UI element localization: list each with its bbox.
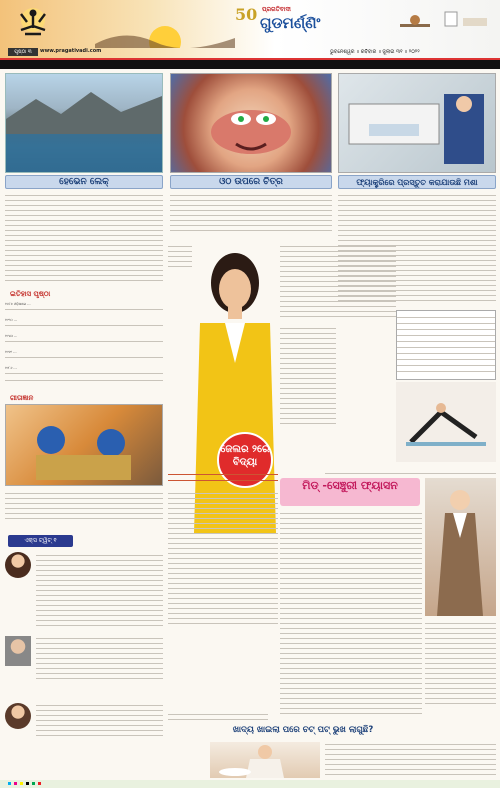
picture-text-block [170,192,332,236]
page-number: ପୃଷ୍ଠା ୩ [8,48,38,56]
swatch [26,782,29,785]
hunger-intro [168,712,268,722]
history-item: ୧୯୭୨ ... [5,350,17,354]
history-item: ୧୯୮୬ ... [5,366,17,370]
yoga-silhouette [3,2,63,48]
top-divider [0,60,500,69]
yoga-text-bottom [325,470,496,478]
swatch [38,782,41,785]
quote-text [5,490,163,530]
avatar [5,552,31,578]
history-item: ୧୬୮୭ ଓଡ଼ିଶାରେ ... [5,302,31,306]
sunrise-art [95,8,235,48]
masthead [0,0,500,60]
mosquito-lab-photo [338,73,496,173]
vidya-text-left [168,243,192,343]
picture-title: ଓଠ ଉପରେ ଚିତ୍ର [170,175,332,189]
coffee-table-art [395,4,495,44]
swatch [8,782,11,785]
lip-art-photo [170,73,332,173]
avatar [5,703,31,729]
history-heading: ଇତିହାସ ପୃଷ୍ଠା [10,290,51,298]
lake-title: ହେଭେନ ଲେକ୍ [5,175,163,189]
fashion-title: ମିଡ୍ -ସେଞ୍ଚୁରୀ ଫ୍ୟାସନ [280,478,420,506]
lake-photo [5,73,163,173]
vidya-text-top [280,243,396,323]
history-item: ୧୯୪୦ ... [5,334,18,338]
swatch [32,782,35,785]
date-line: ଭୁବନେଶ୍ୱର ॥ ରବିବାର ॥ ଜୁଲାଇ ୩୧ ॥ ୨୦୨୨ [330,49,420,55]
vidya-text-mid [280,325,336,465]
swatch [20,782,23,785]
avatar [5,636,31,666]
tweet-text-block [36,552,163,742]
fashion-text-side [425,620,496,710]
fashion-kicker [168,470,278,486]
lake-text-block [5,192,163,284]
swatch [14,782,17,785]
anniversary-logo: 50 [235,5,258,24]
history-item: ୧୯୨୦ ... [5,318,17,322]
website-url: www.pragativadi.com [40,48,102,54]
hunger-photo [210,742,320,778]
hunger-text [325,742,496,778]
photo-heading: ଗୀତାଜ୍ଞାନ [10,394,34,402]
fashion-photo [425,478,496,616]
fashion-text-right [280,510,422,720]
vidya-badge: ଜେଲର ୨ରେ ବିଦ୍ୟା [217,432,273,488]
yoga-photo [396,382,496,462]
fashion-text-left [168,490,278,720]
tweet-heading: ଏକ୍ସ ଟ୍ୱିଟ୍ ୧ [8,535,73,547]
yoga-tips-box [396,310,496,380]
history-list [5,300,163,390]
paper-name: ପ୍ରଗତିବାଦୀ [262,6,291,13]
mosquito-title: ଫ୍ୟାକ୍ଟ୍ରିରେ ପ୍ରସ୍ତୁତ କରାଯାଉଛି ମଶା [338,175,496,189]
registration-bar [0,780,500,788]
mythology-painting [5,404,163,486]
section-logo: ଗୁଡମର୍ଣ୍ଣିଂ [260,14,321,32]
hunger-title: ଖାଦ୍ୟ ଖାଇଲା ପରେ ଚଟ୍ ପଟ୍ ଭୁଖ ଲାଗୁଛି? [232,725,374,735]
